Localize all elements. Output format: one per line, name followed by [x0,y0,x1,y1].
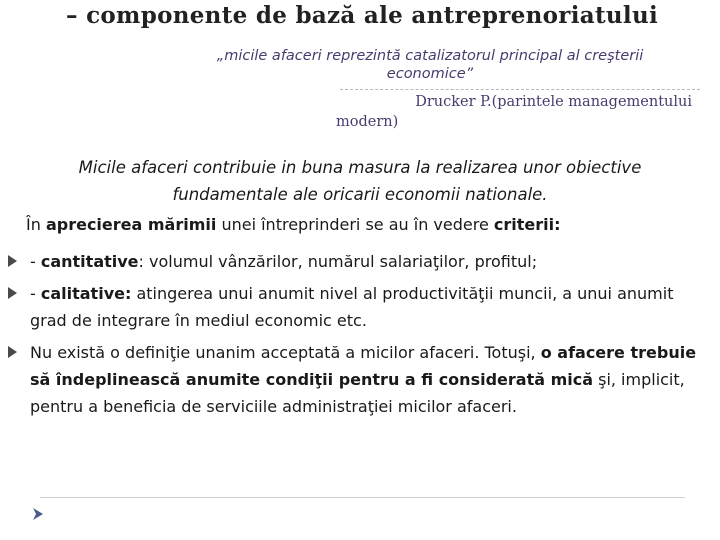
slide-nav-arrow-icon[interactable] [31,506,45,522]
bullet-text: : volumul vânzărilor, numărul salariaţilor, profitul; [138,252,538,271]
bullet-arrow-icon [8,255,17,267]
bullet-emphasis: o afacere trebuie să îndeplinească anumite condiţii pentru a fi considerată mică [30,343,697,389]
footer-divider [40,497,685,498]
author-line-1: Drucker P.(parintele managementului [415,94,692,110]
bullet-term: calitative: [40,284,132,303]
bullet-text: şi, implicit, pentru a beneficia de serviciile administraţiei micilor afaceri. [30,370,685,416]
quote-line-1: „micile afaceri reprezintă catalizatorul principal al creşterii [216,48,644,64]
quote [160,47,700,83]
bullet-text: Nu există o definiţie unanim acceptată a micilor afaceri. Totuşi, [30,343,541,362]
bullet-prefix: - [30,252,41,271]
quote-line-2: economice” [386,66,474,82]
lead-line-2: fundamentale ale oricarii economii nationale. [172,185,548,204]
intro-text-2: unei întreprinderi se au în vedere [216,215,494,234]
slide-title: – componente de bază ale antreprenoriatului [66,2,659,29]
bullet-arrow-icon [8,287,17,299]
criteria-intro [26,215,706,234]
intro-emphasis-size: aprecierea mărimii [45,215,217,234]
bullet-prefix: - [30,284,41,303]
bullet-list [8,248,698,425]
lead-paragraph [30,154,690,208]
quote-author [330,92,700,132]
list-item [8,248,698,275]
bullet-arrow-icon [8,346,17,358]
quote-divider [340,89,700,90]
bullet-term: cantitative [40,252,139,271]
author-line-2: modern) [336,114,399,130]
bullet-text: atingerea unui anumit nivel al productivităţii muncii, a unui anumit grad de integrare în mediul economic etc. [30,284,674,330]
intro-text-1: În [26,215,46,234]
list-item [8,280,698,334]
lead-line-1: Micile afaceri contribuie in buna masura la realizarea unor obiective [78,158,642,177]
intro-emphasis-criteria: criterii: [493,215,561,234]
list-item [8,339,698,420]
